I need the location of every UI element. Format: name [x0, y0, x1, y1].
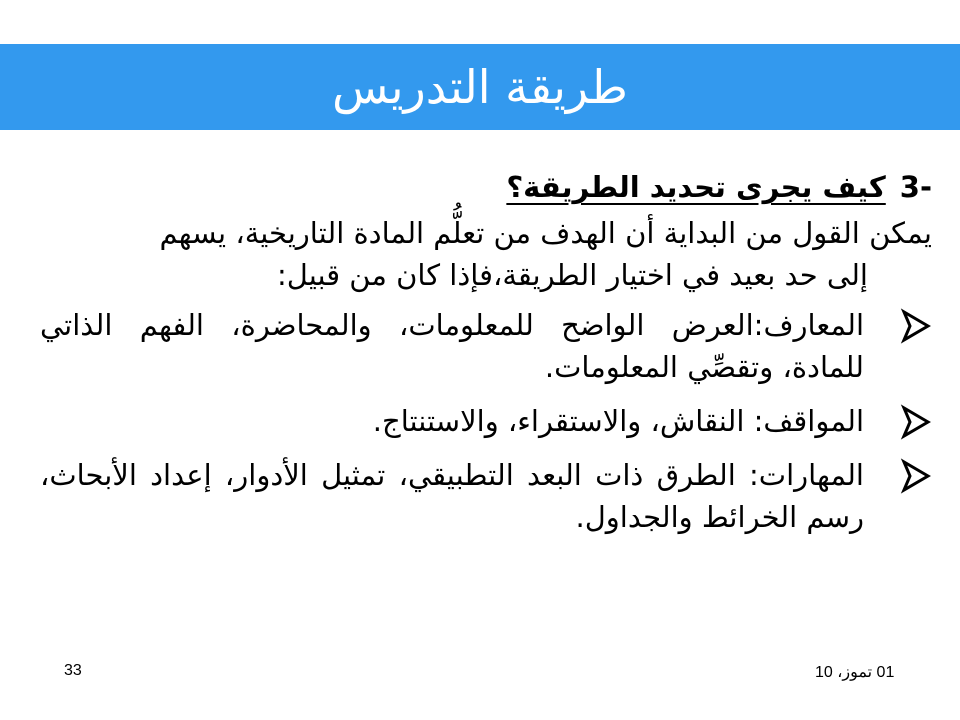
page-number: 33	[64, 662, 82, 679]
footer-date: 01 تموز، 10	[815, 664, 895, 681]
bullet-text: المعارف:العرض الواضح للمعلومات، والمحاضرة، الفهم الذاتي للمادة، وتقصِّي المعلومات.	[40, 308, 864, 385]
arrow-bullet-icon	[898, 404, 932, 440]
intro-line-1: يمكن القول من البداية أن الهدف من تعلُّم المادة التاريخية، يسهم	[159, 216, 932, 251]
bullet-item-skills	[40, 454, 932, 538]
bullet-text: المواقف: النقاش، والاستقراء، والاستنتاج.	[372, 404, 864, 439]
bullet-item-attitudes	[40, 400, 932, 442]
intro-paragraph	[40, 212, 932, 296]
section-heading	[40, 166, 932, 208]
bullet-text: المهارات: الطرق ذات البعد التطبيقي، تمثيل الأدوار، إعداد الأبحاث، رسم الخرائط والجداول.	[40, 458, 864, 535]
slide-title: طريقة التدريس	[332, 60, 628, 114]
heading-number: 3-	[899, 170, 932, 204]
bullet-item-knowledge	[40, 304, 932, 388]
arrow-bullet-icon	[898, 458, 932, 494]
heading-text: كيف يجرى تحديد الطريقة؟	[506, 170, 886, 204]
slide-content	[40, 166, 932, 550]
intro-line-2: إلى حد بعيد في اختيار الطريقة،فإذا كان من قبيل:	[276, 258, 868, 293]
title-bar	[0, 44, 960, 130]
arrow-bullet-icon	[898, 308, 932, 344]
